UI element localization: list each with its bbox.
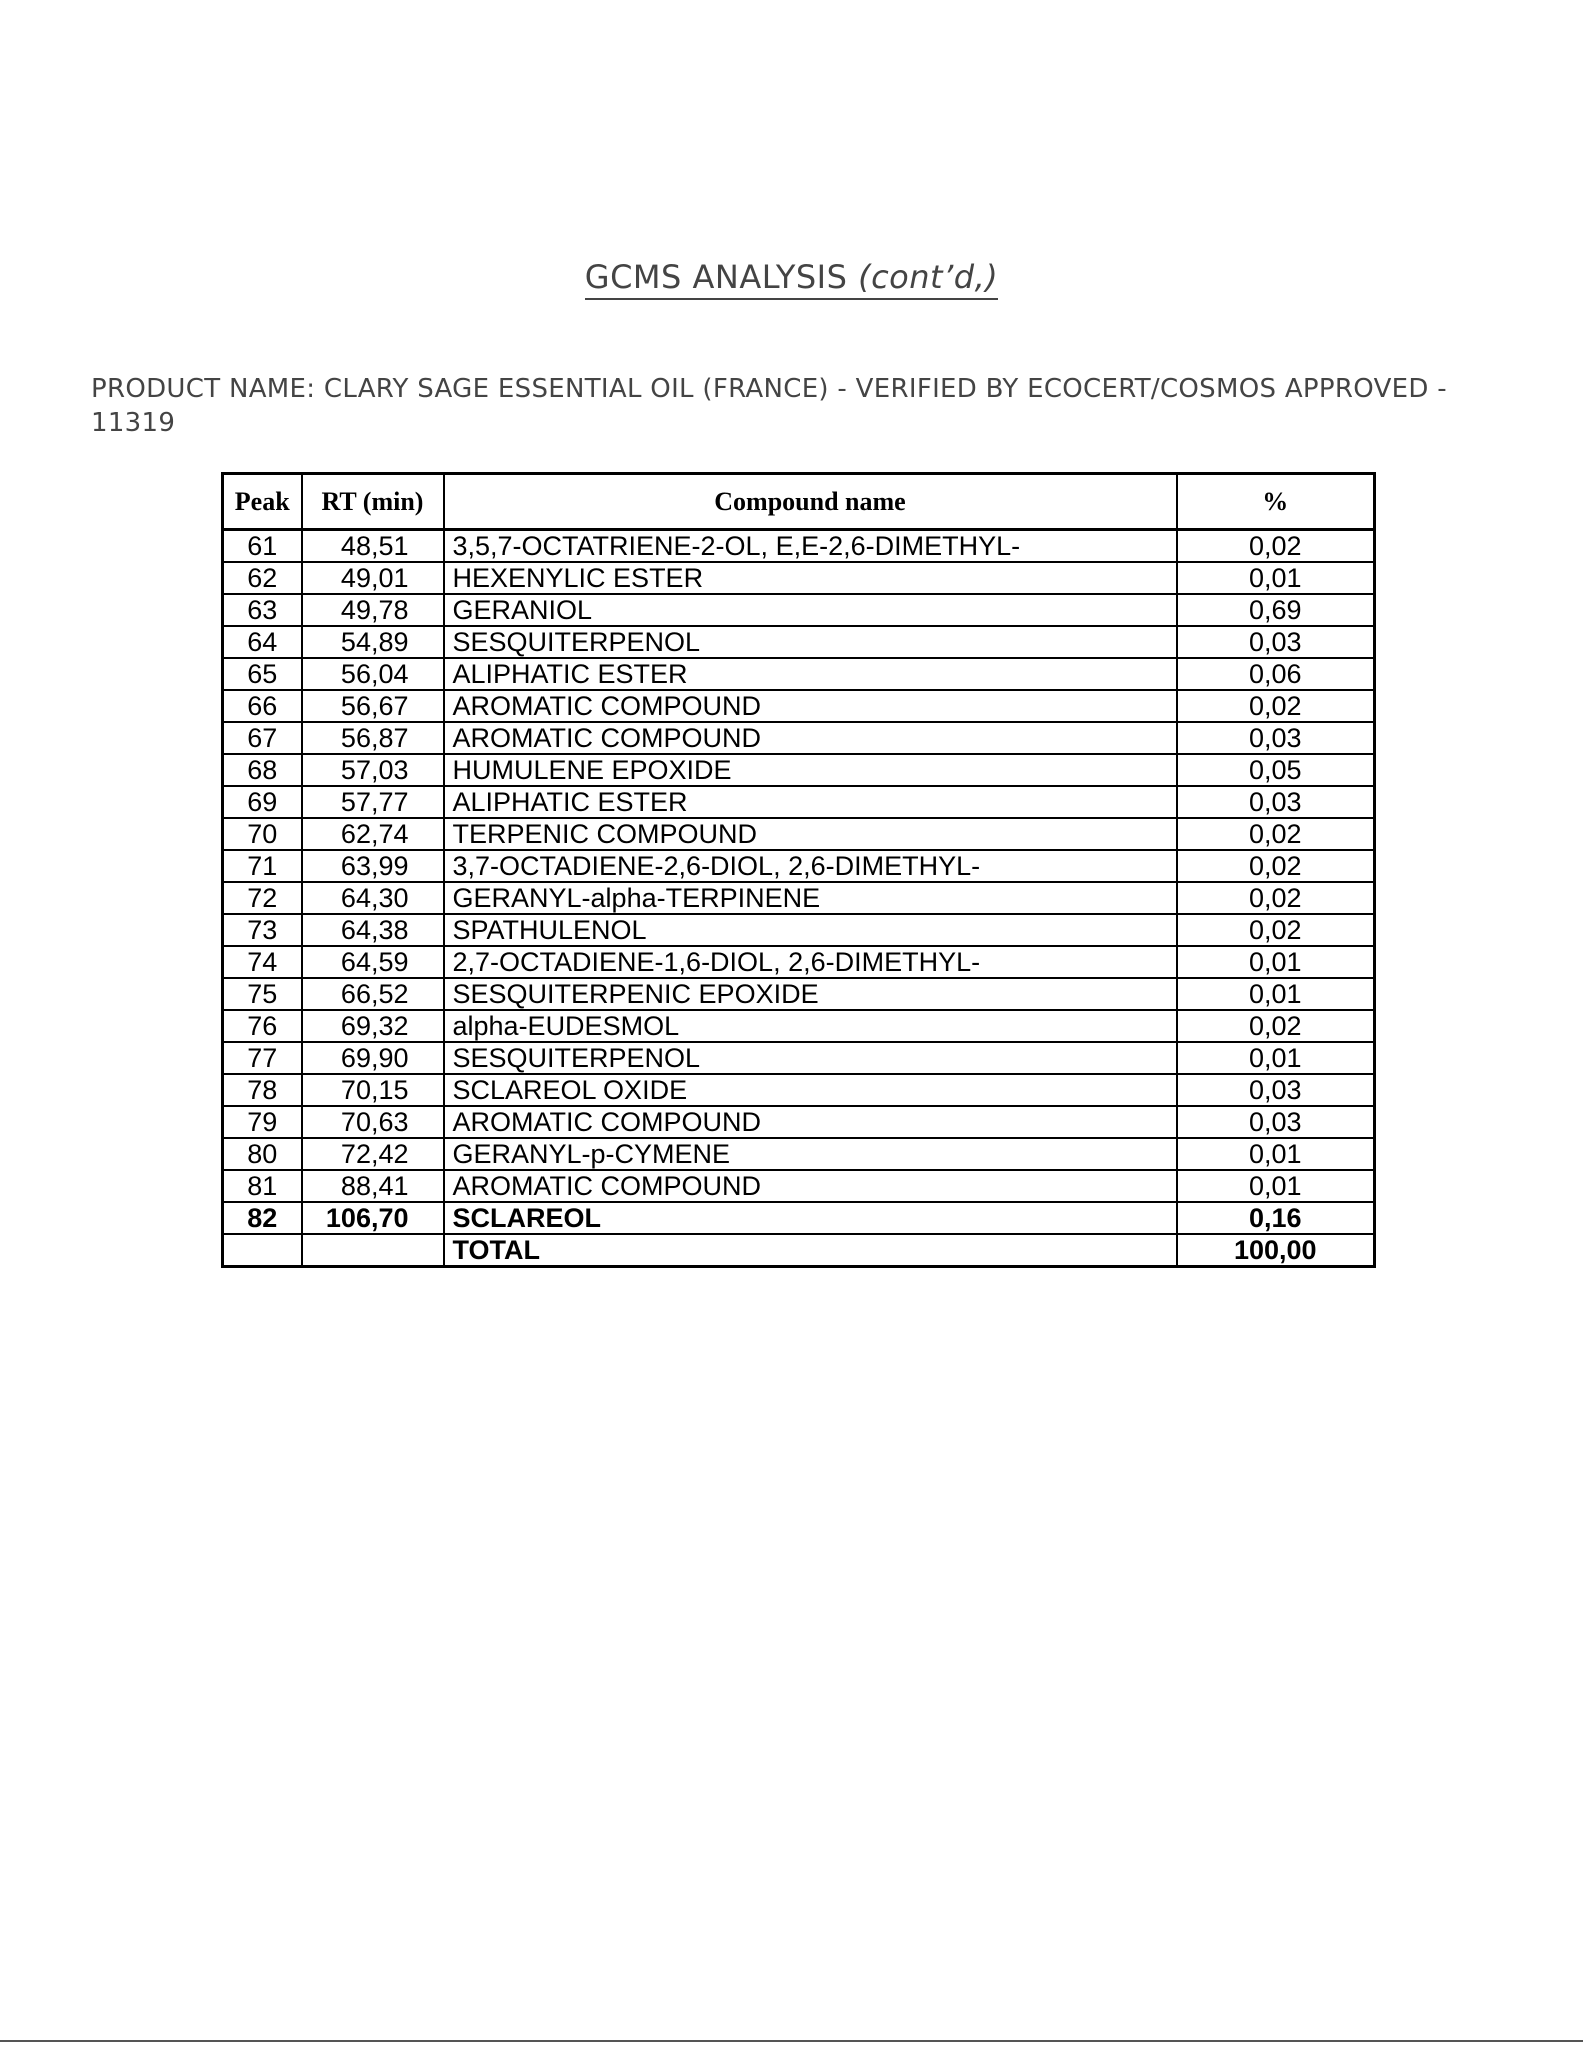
peak-cell: 71 xyxy=(223,850,302,882)
percent-cell: 0,03 xyxy=(1177,1074,1375,1106)
rt-cell: 106,70 xyxy=(302,1202,444,1234)
peak-cell: 68 xyxy=(223,754,302,786)
compound-name-cell: 3,7-OCTADIENE-2,6-DIOL, 2,6-DIMETHYL- xyxy=(444,850,1177,882)
percent-cell: 0,01 xyxy=(1177,562,1375,594)
column-header-peak: Peak xyxy=(223,474,302,530)
table-row xyxy=(223,1074,1375,1106)
peak-cell: 73 xyxy=(223,914,302,946)
rt-cell: 69,90 xyxy=(302,1042,444,1074)
total-percent: 100,00 xyxy=(1177,1234,1375,1267)
compound-name-cell: HUMULENE EPOXIDE xyxy=(444,754,1177,786)
compound-name-cell: SCLAREOL xyxy=(444,1202,1177,1234)
page-bottom-rule xyxy=(0,2040,1583,2042)
peak-cell: 61 xyxy=(223,530,302,563)
percent-cell: 0,05 xyxy=(1177,754,1375,786)
percent-cell: 0,01 xyxy=(1177,1042,1375,1074)
rt-cell: 70,15 xyxy=(302,1074,444,1106)
table-row xyxy=(223,914,1375,946)
rt-cell: 64,30 xyxy=(302,882,444,914)
peak-cell: 69 xyxy=(223,786,302,818)
table-row xyxy=(223,786,1375,818)
percent-cell: 0,03 xyxy=(1177,626,1375,658)
percent-cell: 0,03 xyxy=(1177,722,1375,754)
rt-cell: 54,89 xyxy=(302,626,444,658)
page-title xyxy=(0,258,1583,296)
table-row xyxy=(223,1202,1375,1234)
table-row xyxy=(223,754,1375,786)
peak-cell: 76 xyxy=(223,1010,302,1042)
table-row xyxy=(223,1106,1375,1138)
peak-cell: 62 xyxy=(223,562,302,594)
gcms-table xyxy=(221,472,1376,1268)
peak-cell: 82 xyxy=(223,1202,302,1234)
rt-cell: 64,59 xyxy=(302,946,444,978)
compound-name-cell: alpha-EUDESMOL xyxy=(444,1010,1177,1042)
compound-name-cell: AROMATIC COMPOUND xyxy=(444,1106,1177,1138)
total-label: TOTAL xyxy=(444,1234,1177,1267)
rt-cell: 72,42 xyxy=(302,1138,444,1170)
rt-cell: 57,03 xyxy=(302,754,444,786)
table-row xyxy=(223,1138,1375,1170)
compound-name-cell: SESQUITERPENIC EPOXIDE xyxy=(444,978,1177,1010)
percent-cell: 0,01 xyxy=(1177,1138,1375,1170)
page-title-underlined xyxy=(585,258,998,300)
compound-name-cell: AROMATIC COMPOUND xyxy=(444,690,1177,722)
rt-cell: 69,32 xyxy=(302,1010,444,1042)
rt-cell: 66,52 xyxy=(302,978,444,1010)
rt-cell: 64,38 xyxy=(302,914,444,946)
peak-cell: 63 xyxy=(223,594,302,626)
peak-cell: 70 xyxy=(223,818,302,850)
peak-cell: 79 xyxy=(223,1106,302,1138)
title-main: GCMS ANALYSIS xyxy=(584,258,859,296)
table-row xyxy=(223,850,1375,882)
peak-cell: 67 xyxy=(223,722,302,754)
peak-cell: 75 xyxy=(223,978,302,1010)
compound-name-cell: GERANIOL xyxy=(444,594,1177,626)
percent-cell: 0,69 xyxy=(1177,594,1375,626)
product-name-line: PRODUCT NAME: CLARY SAGE ESSENTIAL OIL (FRANCE) - VERIFIED BY ECOCERT/COSMOS APPROVED - 11319 xyxy=(91,374,1447,438)
compound-name-cell: HEXENYLIC ESTER xyxy=(444,562,1177,594)
table-row xyxy=(223,1010,1375,1042)
peak-cell: 65 xyxy=(223,658,302,690)
peak-cell: 74 xyxy=(223,946,302,978)
rt-cell: 56,67 xyxy=(302,690,444,722)
rt-cell: 49,01 xyxy=(302,562,444,594)
percent-cell: 0,03 xyxy=(1177,786,1375,818)
compound-name-cell: AROMATIC COMPOUND xyxy=(444,1170,1177,1202)
compound-name-cell: SESQUITERPENOL xyxy=(444,626,1177,658)
column-header-compound: Compound name xyxy=(444,474,1177,530)
compound-name-cell: GERANYL-alpha-TERPINENE xyxy=(444,882,1177,914)
compound-name-cell: SPATHULENOL xyxy=(444,914,1177,946)
compound-name-cell: TERPENIC COMPOUND xyxy=(444,818,1177,850)
table-row xyxy=(223,690,1375,722)
total-peak-cell xyxy=(223,1234,302,1267)
table-row xyxy=(223,722,1375,754)
peak-cell: 77 xyxy=(223,1042,302,1074)
table-row xyxy=(223,594,1375,626)
column-header-percent: % xyxy=(1177,474,1375,530)
percent-cell: 0,02 xyxy=(1177,690,1375,722)
rt-cell: 70,63 xyxy=(302,1106,444,1138)
table-row xyxy=(223,1042,1375,1074)
table-row xyxy=(223,530,1375,563)
table-row xyxy=(223,882,1375,914)
table-row xyxy=(223,562,1375,594)
percent-cell: 0,06 xyxy=(1177,658,1375,690)
percent-cell: 0,02 xyxy=(1177,1010,1375,1042)
compound-name-cell: SCLAREOL OXIDE xyxy=(444,1074,1177,1106)
compound-name-cell: 3,5,7-OCTATRIENE-2-OL, E,E-2,6-DIMETHYL- xyxy=(444,530,1177,563)
rt-cell: 56,87 xyxy=(302,722,444,754)
peak-cell: 81 xyxy=(223,1170,302,1202)
compound-name-cell: AROMATIC COMPOUND xyxy=(444,722,1177,754)
column-header-rt: RT (min) xyxy=(302,474,444,530)
percent-cell: 0,02 xyxy=(1177,818,1375,850)
table-row xyxy=(223,818,1375,850)
compound-name-cell: 2,7-OCTADIENE-1,6-DIOL, 2,6-DIMETHYL- xyxy=(444,946,1177,978)
table-row xyxy=(223,658,1375,690)
peak-cell: 80 xyxy=(223,1138,302,1170)
rt-cell: 56,04 xyxy=(302,658,444,690)
percent-cell: 0,02 xyxy=(1177,882,1375,914)
percent-cell: 0,02 xyxy=(1177,914,1375,946)
compound-name-cell: SESQUITERPENOL xyxy=(444,1042,1177,1074)
percent-cell: 0,02 xyxy=(1177,850,1375,882)
table-row xyxy=(223,946,1375,978)
table-header-row xyxy=(223,474,1375,530)
percent-cell: 0,16 xyxy=(1177,1202,1375,1234)
percent-cell: 0,01 xyxy=(1177,978,1375,1010)
peak-cell: 66 xyxy=(223,690,302,722)
rt-cell: 88,41 xyxy=(302,1170,444,1202)
peak-cell: 64 xyxy=(223,626,302,658)
rt-cell: 48,51 xyxy=(302,530,444,563)
rt-cell: 49,78 xyxy=(302,594,444,626)
rt-cell: 62,74 xyxy=(302,818,444,850)
percent-cell: 0,02 xyxy=(1177,530,1375,563)
table-row xyxy=(223,626,1375,658)
total-row xyxy=(223,1234,1375,1267)
percent-cell: 0,01 xyxy=(1177,1170,1375,1202)
title-continued: (cont’d,) xyxy=(858,258,999,296)
compound-name-cell: ALIPHATIC ESTER xyxy=(444,658,1177,690)
rt-cell: 63,99 xyxy=(302,850,444,882)
total-rt-cell xyxy=(302,1234,444,1267)
compound-name-cell: GERANYL-p-CYMENE xyxy=(444,1138,1177,1170)
rt-cell: 57,77 xyxy=(302,786,444,818)
percent-cell: 0,03 xyxy=(1177,1106,1375,1138)
compound-name-cell: ALIPHATIC ESTER xyxy=(444,786,1177,818)
peak-cell: 72 xyxy=(223,882,302,914)
table-row xyxy=(223,1170,1375,1202)
table-row xyxy=(223,978,1375,1010)
table-body xyxy=(223,530,1375,1235)
peak-cell: 78 xyxy=(223,1074,302,1106)
percent-cell: 0,01 xyxy=(1177,946,1375,978)
